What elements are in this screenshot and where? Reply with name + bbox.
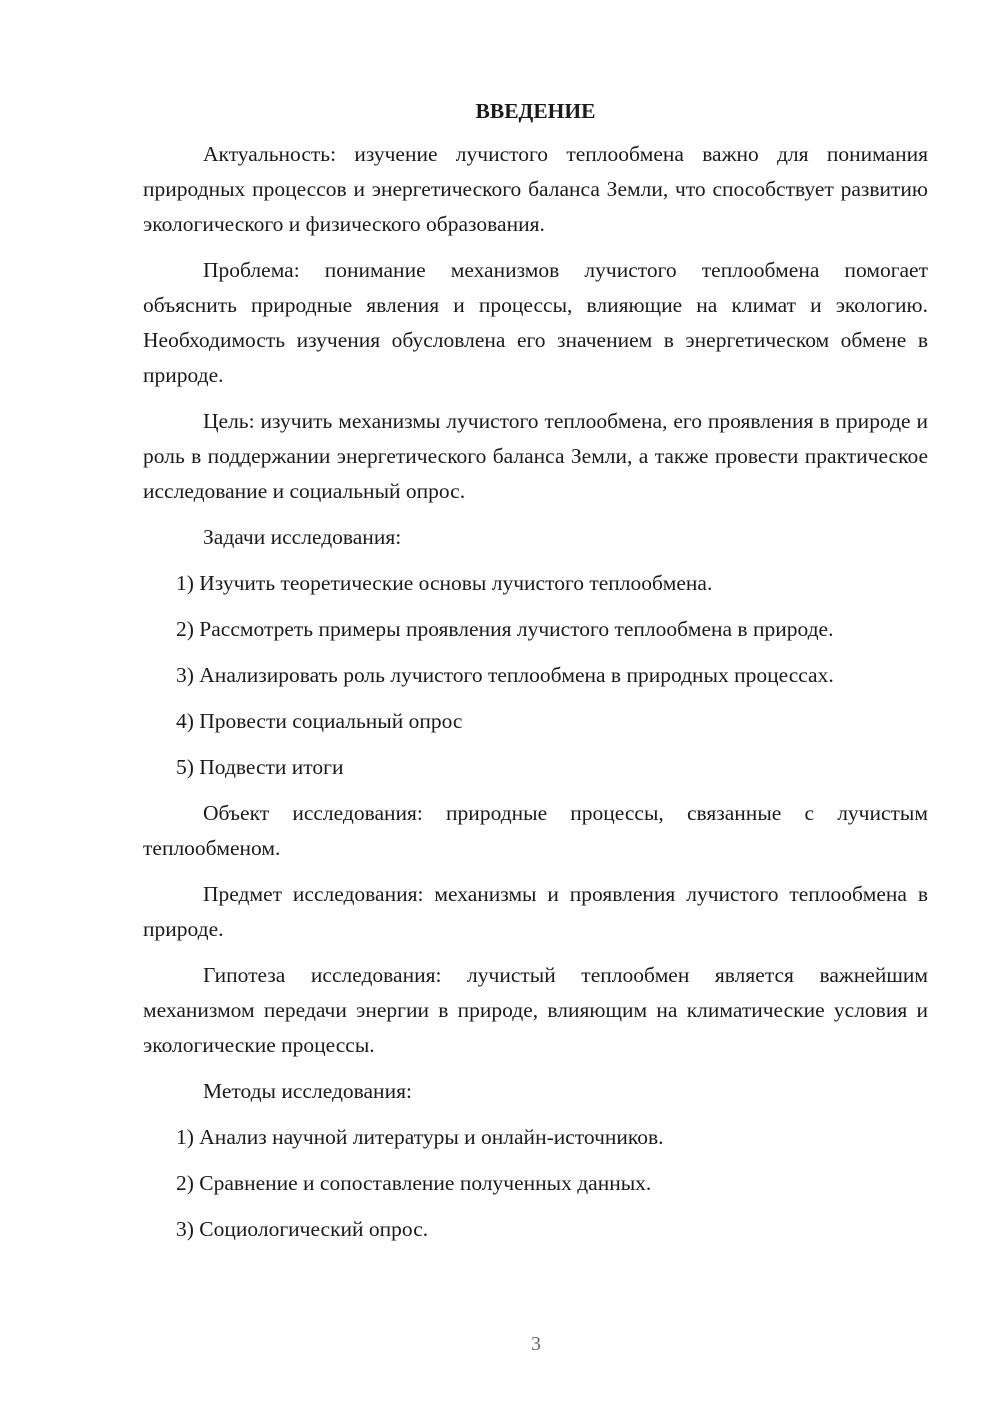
method-item: 1) Анализ научной литературы и онлайн-источников. — [176, 1125, 664, 1149]
subject-paragraph: Предмет исследования: механизмы и проявления лучистого теплообмена в природе. — [143, 882, 928, 941]
task-item: 1) Изучить теоретические основы лучистого теплообмена. — [176, 571, 713, 595]
goal-paragraph: Цель: изучить механизмы лучистого теплообмена, его проявления в природе и роль в поддержании энергетического баланса Земли, а также провести практическое исследование и социальный опрос. — [143, 409, 928, 503]
object-paragraph: Объект исследования: природные процессы, связанные с лучистым теплообменом. — [143, 801, 928, 860]
problem-paragraph: Проблема: понимание механизмов лучистого теплообмена помогает объяснить природные явления и процессы, влияющие на климат и экологию. Необходимость изучения обусловлена его значением в энергетическом обмене в природе. — [143, 258, 928, 387]
page-number: 3 — [531, 1333, 541, 1355]
document-page — [143, 96, 928, 1258]
relevance-paragraph: Актуальность: изучение лучистого теплообмена важно для понимания природных процессов и энергетического баланса Земли, что способствует развитию экологического и физического образования. — [143, 142, 928, 236]
task-item: 4) Провести социальный опрос — [176, 709, 463, 733]
hypothesis-paragraph: Гипотеза исследования: лучистый теплообмен является важнейшим механизмом передачи энергии в природе, влияющим на климатические условия и экологические процессы. — [143, 963, 928, 1057]
method-item: 2) Сравнение и сопоставление полученных данных. — [176, 1171, 652, 1195]
task-item: 2) Рассмотреть примеры проявления лучистого теплообмена в природе. — [176, 617, 834, 641]
methods-heading: Методы исследования: — [203, 1079, 412, 1103]
task-item: 5) Подвести итоги — [176, 755, 344, 779]
tasks-heading: Задачи исследования: — [203, 525, 402, 549]
method-item: 3) Социологический опрос. — [176, 1217, 429, 1241]
task-item: 3) Анализировать роль лучистого теплообмена в природных процессах. — [176, 663, 834, 687]
section-title: ВВЕДЕНИЕ — [475, 99, 596, 123]
